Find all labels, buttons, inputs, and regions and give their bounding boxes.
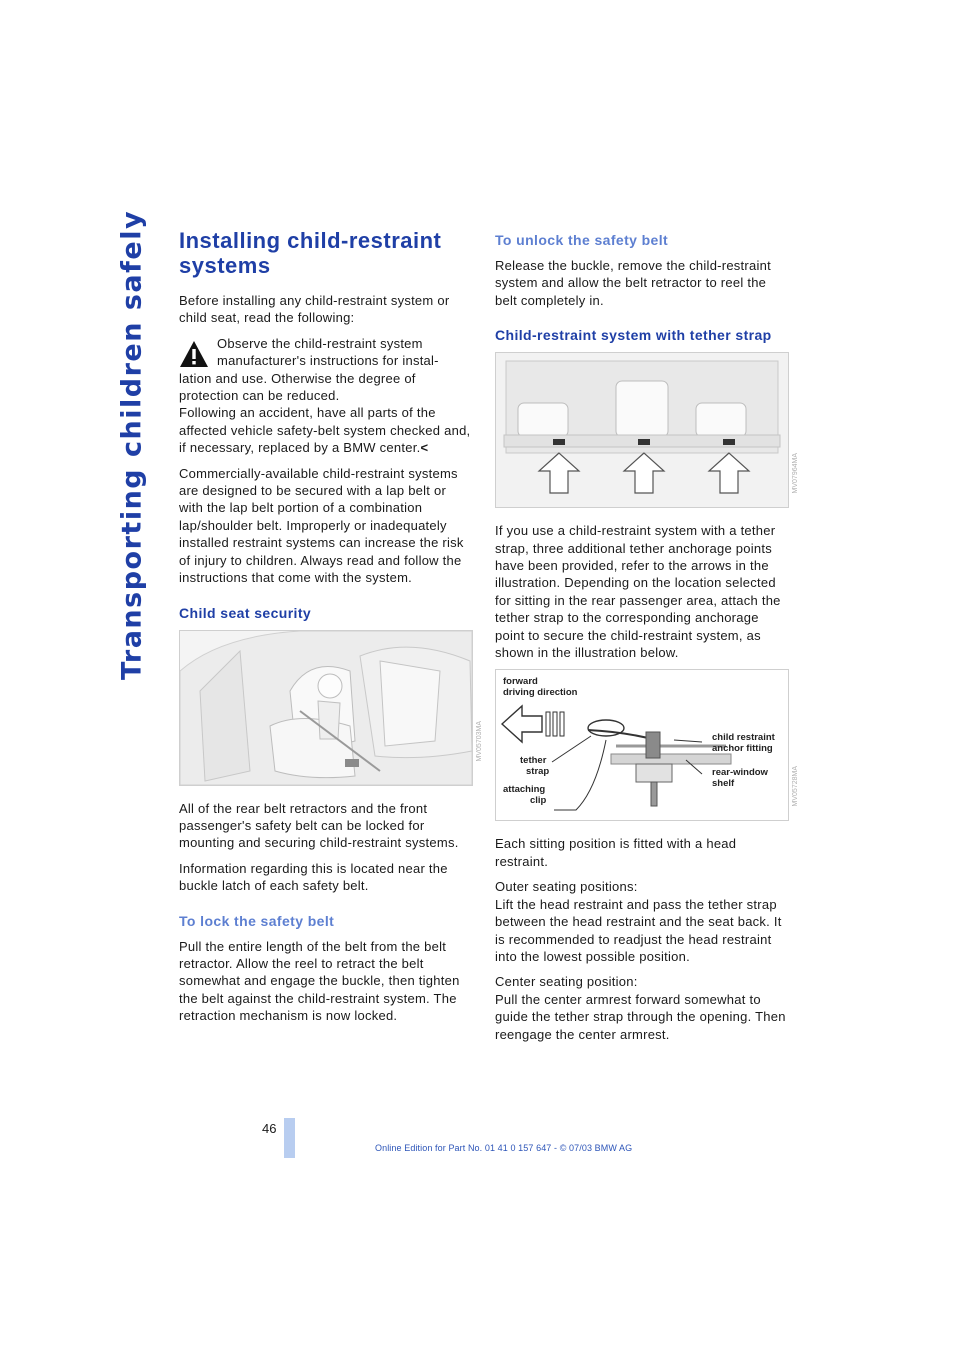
figure-tether-anchors: [495, 352, 799, 508]
figure-code: MV07964MA: [792, 453, 799, 494]
paragraph-commercial-systems: Commercially-available child-restraint systems are designed to be secured with a lap belt or with the lap belt portion of a combination lap/shoulder belt. Improperly or inadequately installed restraint systems can increase the risk of injury to children. Always read and follow the instructions that come with the system.: [179, 465, 464, 586]
section-heading: Installing child-restraint systems: [179, 228, 442, 278]
figure-child-seat: [179, 630, 483, 786]
child-seat-illustration: [180, 631, 472, 785]
chapter-side-title-text: Transporting children safely: [116, 209, 148, 681]
label-shelf: shelf: [712, 778, 735, 790]
paragraph-outer-seating: [495, 878, 787, 965]
intro-paragraph: Before installing any child-restraint system or child seat, read the following:: [179, 293, 450, 326]
lock-belt-heading: To lock the safety belt: [179, 912, 335, 929]
label-clip: clip: [530, 795, 547, 807]
unlock-belt-heading: To unlock the safety belt: [495, 232, 669, 248]
paragraph-retractors: All of the rear belt retractors and the front passenger's safety belt can be locked for mounting and securing child-restraint systems.: [179, 800, 459, 851]
warning-line-2: manufacturer's instructions for instal-: [217, 353, 439, 369]
label-tether: tether: [520, 755, 547, 767]
paragraph-lock-belt: Pull the entire length of the belt from the belt retractor. Allow the reel to retract the belt somewhat and engage the buckle, then tighten the belt against the child-restraint system. The retraction mechanism is now locked.: [179, 938, 460, 1024]
paragraph-buckle-info: Information regarding this is located near the buckle latch of each safety belt.: [179, 860, 448, 894]
paragraph-unlock-belt: Release the buckle, remove the child-restraint system and allow the belt retractor to reel the belt completely in.: [495, 258, 771, 308]
tether-anchor-illustration: [496, 353, 788, 507]
tether-diagram-illustration: [496, 670, 788, 820]
label-rear-window: rear-window: [712, 767, 768, 779]
warning-triangle-icon: [179, 339, 209, 369]
page-number: 46: [262, 1121, 277, 1136]
left-column: [179, 228, 483, 1033]
outer-seating-text: Lift the head restraint and pass the tether strap between the head restraint and the seat back. It is recommended to readjust the head restraint into the lowest possible position.: [495, 896, 782, 964]
center-seating-title: Center seating position:: [495, 974, 638, 990]
outer-seating-title: Outer seating positions:: [495, 879, 638, 895]
label-attaching: attaching: [503, 784, 546, 796]
warning-text: lation and use. Otherwise the degree of protection can be reduced.: [179, 370, 416, 404]
child-seat-heading: Child seat security: [179, 604, 312, 621]
figure-tether-diagram: [495, 669, 799, 821]
paragraph-head-restraint: Each sitting position is fitted with a head restraint.: [495, 836, 737, 869]
footer-edition-note: Online Edition for Part No. 01 41 0 157 647 - © 07/03 BMW AG: [375, 1143, 633, 1153]
warning-note: [179, 335, 471, 457]
paragraph-center-seating: [495, 973, 787, 1043]
chapter-side-title: [108, 209, 156, 681]
label-child-restraint: child restraint: [712, 732, 775, 744]
tether-strap-heading: Child-restraint system with tether strap: [495, 327, 772, 344]
page-marker-bar: [284, 1118, 295, 1158]
label-forward: forward: [503, 676, 538, 688]
warning-follow-text: Following an accident, have all parts of the affected vehicle safety-belt system checked and, if necessary, replaced by a BMW center.: [179, 405, 471, 456]
right-column: [495, 228, 799, 1051]
label-anchor-fitting: anchor fitting: [712, 743, 773, 755]
end-mark: <: [420, 440, 429, 456]
paragraph-tether-strap: If you use a child-restraint system with a tether strap, three additional tether anchorage points have been provided, refer to the arrows in the illustration. Depending on the location selected for sitting in the rear passenger area, attach the tether strap to the corresponding anchorage point to secure the child-restraint system, as shown in the illustration below.: [495, 523, 781, 661]
label-driving-direction: driving direction: [503, 687, 578, 699]
center-seating-text: Pull the center armrest forward somewhat to guide the tether strap through the opening. Then reengage the center armrest.: [495, 991, 786, 1042]
figure-code: MV05703MA: [476, 720, 483, 761]
figure-code: MV05728MA: [792, 766, 799, 807]
warning-line-1: Observe the child-restraint system: [217, 335, 423, 351]
label-strap: strap: [526, 766, 550, 778]
